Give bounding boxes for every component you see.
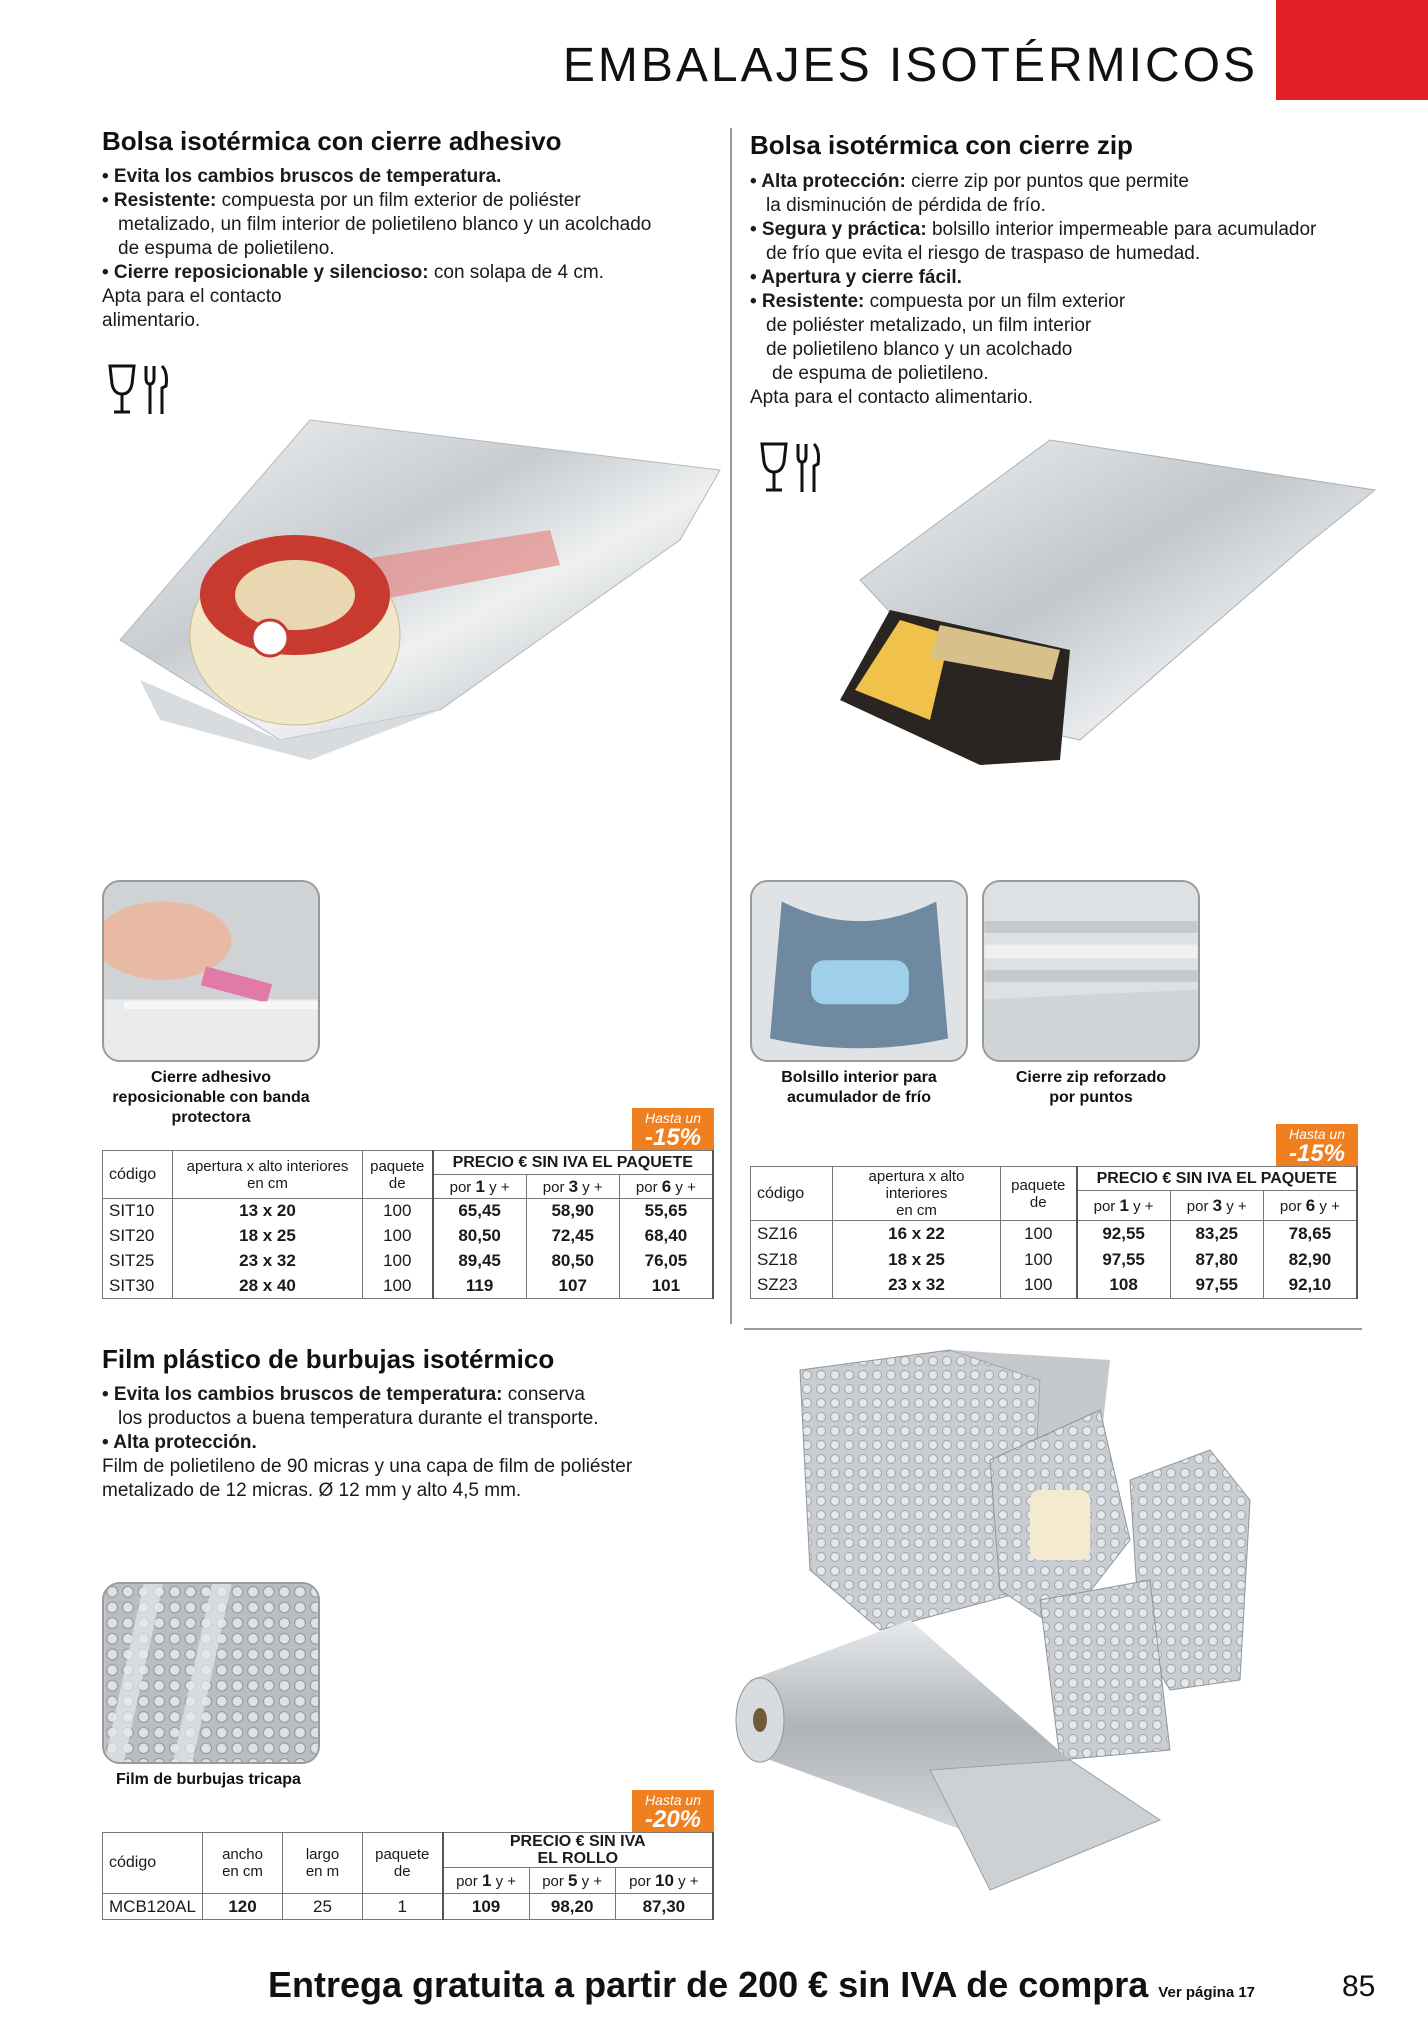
free-delivery-banner: Entrega gratuita a partir de 200 € sin IVA de compra Ver página 17 <box>268 1964 1256 2005</box>
price-table-adhesive: código apertura x alto interiores en cm paquete de PRECIO € SIN IVA EL PAQUETE por 1 y + por 3 y + por 6 y + SIT10 13 x 20 100 65,45 58,90 55,65 SIT20 18 x 25 100 80,50 72,45 68,40 SIT25 23 x 32 100 89,45 80,50 76,05 SIT30 28 x 40 100 119 107 101 <box>102 1150 714 1299</box>
product-title-adhesive: Bolsa isotérmica con cierre adhesivo <box>102 126 562 156</box>
product-title-bubble-film: Film plástico de burbujas isotérmico <box>102 1344 555 1374</box>
table-row: MCB120AL 120 25 1 109 98,20 87,30 <box>103 1894 714 1920</box>
product-title-zip: Bolsa isotérmica con cierre zip <box>750 130 1133 160</box>
product-description-adhesive: • Evita los cambios bruscos de temperatura. • Resistente: compuesta por un film exterior de poliéster metalizado, un film interior de polietileno blanco y un acolchado de espuma de polietileno. • Cierre reposicionable y silencioso: con solapa de 4 cm. Apta para el contacto alimentario. <box>102 166 652 331</box>
section-divider <box>744 1328 1362 1330</box>
food-safe-icon <box>756 440 826 500</box>
adhesive-closure-caption: Cierre adhesivo reposicionable con banda protectora <box>112 1069 310 1126</box>
adhesive-bag-photo <box>80 380 730 780</box>
table-row: SZ16 16 x 22 100 92,55 83,25 78,65 <box>751 1221 1358 1247</box>
discount-badge-film: Hasta un -20% <box>632 1790 714 1832</box>
discount-badge-adhesive: Hasta un -15% <box>632 1108 714 1150</box>
table-row: SZ18 18 x 25 100 97,55 87,80 82,90 <box>751 1247 1358 1273</box>
table-row: SIT20 18 x 25 100 80,50 72,45 68,40 <box>103 1224 714 1249</box>
page-title: EMBALAJES ISOTÉRMICOS <box>562 39 1258 92</box>
zip-bag-photo <box>820 420 1380 770</box>
inner-pocket-caption: Bolsillo interior para acumulador de frío <box>781 1069 937 1106</box>
price-table-bubble-film: código ancho en cm largo en m paquete de PRECIO € SIN IVA EL ROLLO por 1 y + por 5 y + por 10 y + MCB120AL 120 25 1 109 98,20 87,30 <box>102 1832 714 1920</box>
zip-closure-thumbnail <box>982 880 1200 1062</box>
product-description-bubble-film: • Evita los cambios bruscos de temperatura: conserva los productos a buena temperatura durante el transporte. • Alta protección. Film de polietileno de 90 micras y una capa de film de poliéster metalizado de 12 micras. Ø 12 mm y alto 4,5 mm. <box>102 1384 633 1501</box>
discount-badge-zip: Hasta un -15% <box>1276 1124 1358 1166</box>
section-color-tab <box>1276 0 1428 100</box>
tricapa-film-thumbnail <box>102 1582 320 1764</box>
table-row: SZ23 23 x 32 100 108 97,55 92,10 <box>751 1273 1358 1299</box>
adhesive-closure-thumbnail <box>102 880 320 1062</box>
bubble-film-photo <box>730 1340 1380 1930</box>
inner-pocket-thumbnail <box>750 880 968 1062</box>
table-row: SIT30 28 x 40 100 119 107 101 <box>103 1274 714 1299</box>
price-table-zip: código apertura x alto interiores en cm paquete de PRECIO € SIN IVA EL PAQUETE por 1 y + por 3 y + por 6 y + SZ16 16 x 22 100 92,55 83,25 78,65 SZ18 18 x 25 100 97,55 87,80 82,90 SZ23 23 x 32 100 108 97,55 92,10 <box>750 1166 1358 1299</box>
table-row: SIT25 23 x 32 100 89,45 80,50 76,05 <box>103 1249 714 1274</box>
table-row: SIT10 13 x 20 100 65,45 58,90 55,65 <box>103 1199 714 1224</box>
zip-closure-caption: Cierre zip reforzado por puntos <box>1015 1069 1167 1106</box>
page-number: 85 <box>1342 1970 1376 2003</box>
column-divider <box>730 128 732 1324</box>
tricapa-film-caption: Film de burbujas tricapa <box>116 1771 301 1788</box>
product-description-zip: • Alta protección: cierre zip por puntos que permite la disminución de pérdida de frío. • Segura y práctica: bolsillo interior impermeable para acumulador de frío que evita el riesgo de traspaso de humedad. • Apertura y cierre fácil. • Resistente: compuesta por un film exterior de poliéster metalizado, un film interior de polietileno blanco y un acolchado de espuma de polietileno. Apta para el contacto alimentario. <box>750 171 1317 408</box>
